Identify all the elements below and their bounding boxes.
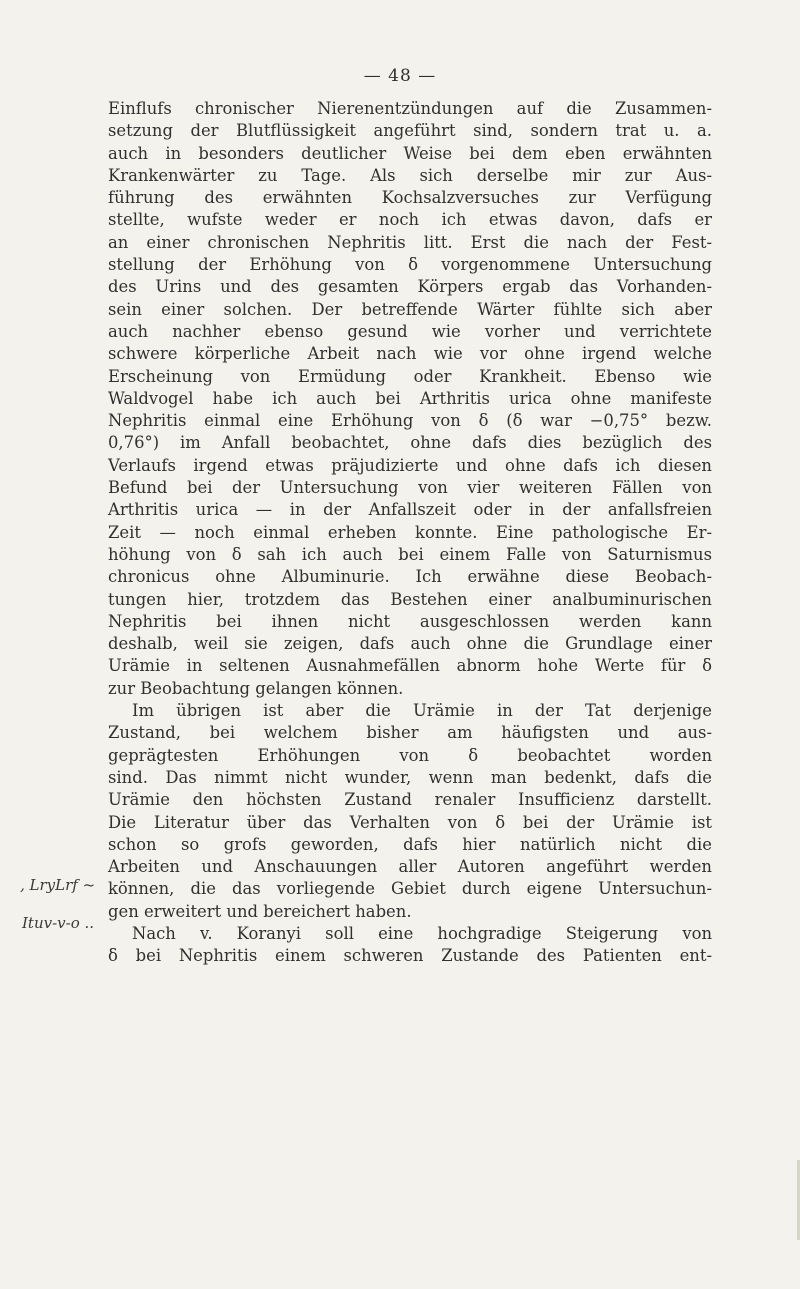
text-line: auch nachher ebenso gesund wie vorher und verrichtete [108, 321, 712, 341]
text-line: Nach v. Koranyi soll eine hochgradige Steigerung von [132, 923, 712, 943]
text-line: Befund bei der Untersuchung von vier weiteren Fällen von [108, 478, 712, 498]
text-line: führung des erwähnten Kochsalzversuches zur Verfügung [108, 188, 712, 208]
text-line: geprägtesten Erhöhungen von δ beobachtet worden [108, 745, 712, 765]
text-line: setzung der Blutflüssigkeit angeführt sind, sondern trat u. a. [108, 121, 712, 141]
text-line: deshalb, weil sie zeigen, dafs auch ohne die Grundlage einer [108, 634, 712, 654]
text-line: höhung von δ sah ich auch bei einem Falle von Saturnismus [108, 544, 712, 564]
text-line: schon so grofs geworden, dafs hier natürlich nicht die [108, 834, 712, 854]
text-line: Waldvogel habe ich auch bei Arthritis urica ohne manifeste [108, 388, 712, 408]
text-line: Krankenwärter zu Tage. Als sich derselbe mir zur Aus- [108, 165, 712, 185]
margin-handwritten-note: ‚ LryLrf ~ [20, 876, 96, 894]
text-line: sind. Das nimmt nicht wunder, wenn man bedenkt, dafs die [108, 767, 712, 787]
body-text [108, 98, 712, 968]
text-line: Einflufs chronischer Nierenentzündungen auf die Zusammen- [108, 99, 712, 118]
text-line: Verlaufs irgend etwas präjudizierte und ohne dafs ich diesen [108, 455, 712, 475]
text-line: Urämie in seltenen Ausnahmefällen abnorm hohe Werte für δ [108, 656, 712, 676]
text-line: an einer chronischen Nephritis litt. Erst die nach der Fest- [108, 232, 712, 252]
text-line: zur Beobachtung gelangen können. [108, 678, 404, 698]
text-line: auch in besonders deutlicher Weise bei dem eben erwähnten [108, 143, 712, 163]
text-line: stellte, wufste weder er noch ich etwas davon, dafs er [108, 210, 712, 230]
text-line: Erscheinung von Ermüdung oder Krankheit. Ebenso wie [108, 366, 712, 386]
text-line: sein einer solchen. Der betreffende Wärter fühlte sich aber [108, 299, 712, 319]
text-line: stellung der Erhöhung von δ vorgenommene Untersuchung [108, 255, 712, 275]
text-line: Nephritis bei ihnen nicht ausgeschlossen werden kann [108, 611, 712, 631]
text-line: Im übrigen ist aber die Urämie in der Tat derjenige [132, 701, 712, 721]
text-line: Urämie den höchsten Zustand renaler Insufficienz darstellt. [108, 790, 712, 810]
text-line: δ bei Nephritis einem schweren Zustande des Patienten ent- [108, 946, 712, 966]
text-line: gen erweitert und bereichert haben. [108, 901, 412, 921]
text-line: tungen hier, trotzdem das Bestehen einer analbuminurischen [108, 589, 712, 609]
text-line: Zeit — noch einmal erheben konnte. Eine pathologische Er- [108, 522, 712, 542]
page-number: — 48 — [363, 66, 437, 86]
margin-handwritten-note: Ituv-v-o .. [22, 914, 95, 932]
text-line: 0,76°) im Anfall beobachtet, ohne dafs dies bezüglich des [108, 433, 712, 453]
text-line: chronicus ohne Albuminurie. Ich erwähne diese Beobach- [108, 567, 712, 587]
text-line: des Urins und des gesamten Körpers ergab das Vorhanden- [108, 277, 712, 297]
text-line: schwere körperliche Arbeit nach wie vor ohne irgend welche [108, 344, 712, 364]
text-line: Die Literatur über das Verhalten von δ bei der Urämie ist [108, 812, 712, 832]
text-line: Arthritis urica — in der Anfallszeit oder in der anfallsfreien [108, 500, 712, 520]
text-line: Nephritis einmal eine Erhöhung von δ (δ war −0,75° bezw. [108, 411, 712, 431]
text-line: Arbeiten und Anschauungen aller Autoren angeführt werden [108, 857, 712, 877]
text-line: können, die das vorliegende Gebiet durch eigene Untersuchun- [108, 879, 712, 899]
text-line: Zustand, bei welchem bisher am häufigsten und aus- [108, 723, 712, 743]
